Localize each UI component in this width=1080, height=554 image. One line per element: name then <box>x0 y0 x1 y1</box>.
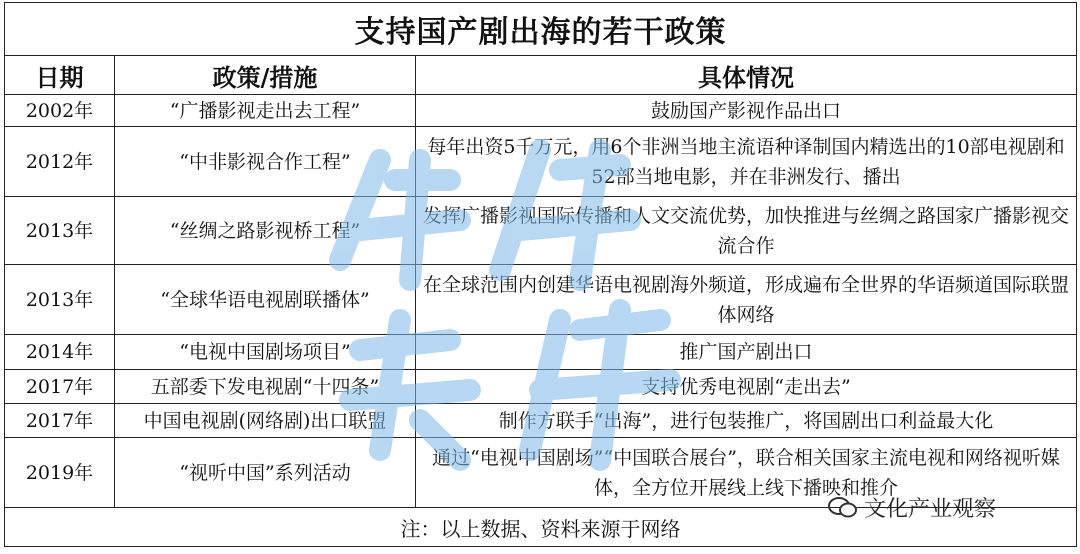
row-policy: “视听中国”系列活动 <box>115 438 416 508</box>
row-detail: 支持优秀电视剧“走出去” <box>416 370 1077 404</box>
row-policy: “中非影视合作工程” <box>115 127 416 197</box>
row-date: 2002年 <box>5 95 115 127</box>
row-policy: “广播影视走出去工程” <box>115 95 416 127</box>
policy-table <box>4 2 1077 547</box>
row-policy: “丝绸之路影视桥工程” <box>115 197 416 265</box>
row-detail: 推广国产剧出口 <box>416 335 1077 370</box>
table-title: 支持国产剧出海的若干政策 <box>5 3 1077 56</box>
watermark-brand-text: 文化产业观察 <box>864 497 997 522</box>
row-detail: 通过“电视中国剧场”“中国联合展台”，联合相关国家主流电视和网络视听媒体，全方位开展线上线下播映和推介 <box>416 438 1077 508</box>
row-date: 2013年 <box>5 265 115 335</box>
watermark-brand <box>828 492 996 523</box>
row-policy: 中国电视剧(网络剧)出口联盟 <box>115 404 416 438</box>
row-date: 2014年 <box>5 335 115 370</box>
row-detail: 每年出资5千万元，用6个非洲当地主流语种译制国内精选出的10部电视剧和52部当地电影，并在非洲发行、播出 <box>416 127 1077 197</box>
row-policy: “电视中国剧场项目” <box>115 335 416 370</box>
row-date: 2013年 <box>5 197 115 265</box>
header-detail: 具体情况 <box>416 56 1077 95</box>
row-date: 2017年 <box>5 370 115 404</box>
row-date: 2017年 <box>5 404 115 438</box>
row-detail: 发挥广播影视国际传播和人文交流优势，加快推进与丝绸之路国家广播影视交流合作 <box>416 197 1077 265</box>
row-detail: 鼓励国产影视作品出口 <box>416 95 1077 127</box>
row-policy: “全球华语电视剧联播体” <box>115 265 416 335</box>
row-detail: 制作方联手“出海”，进行包装推广，将国剧出口利益最大化 <box>416 404 1077 438</box>
header-policy: 政策/措施 <box>115 56 416 95</box>
row-date: 2019年 <box>5 438 115 508</box>
row-date: 2012年 <box>5 127 115 197</box>
wechat-icon <box>828 496 858 520</box>
row-detail: 在全球范围内创建华语电视剧海外频道，形成遍布全世界的华语频道国际联盟体网络 <box>416 265 1077 335</box>
row-policy: 五部委下发电视剧“十四条” <box>115 370 416 404</box>
source-note: 注：以上数据、资料来源于网络 <box>5 508 1077 547</box>
header-date: 日期 <box>5 56 115 95</box>
